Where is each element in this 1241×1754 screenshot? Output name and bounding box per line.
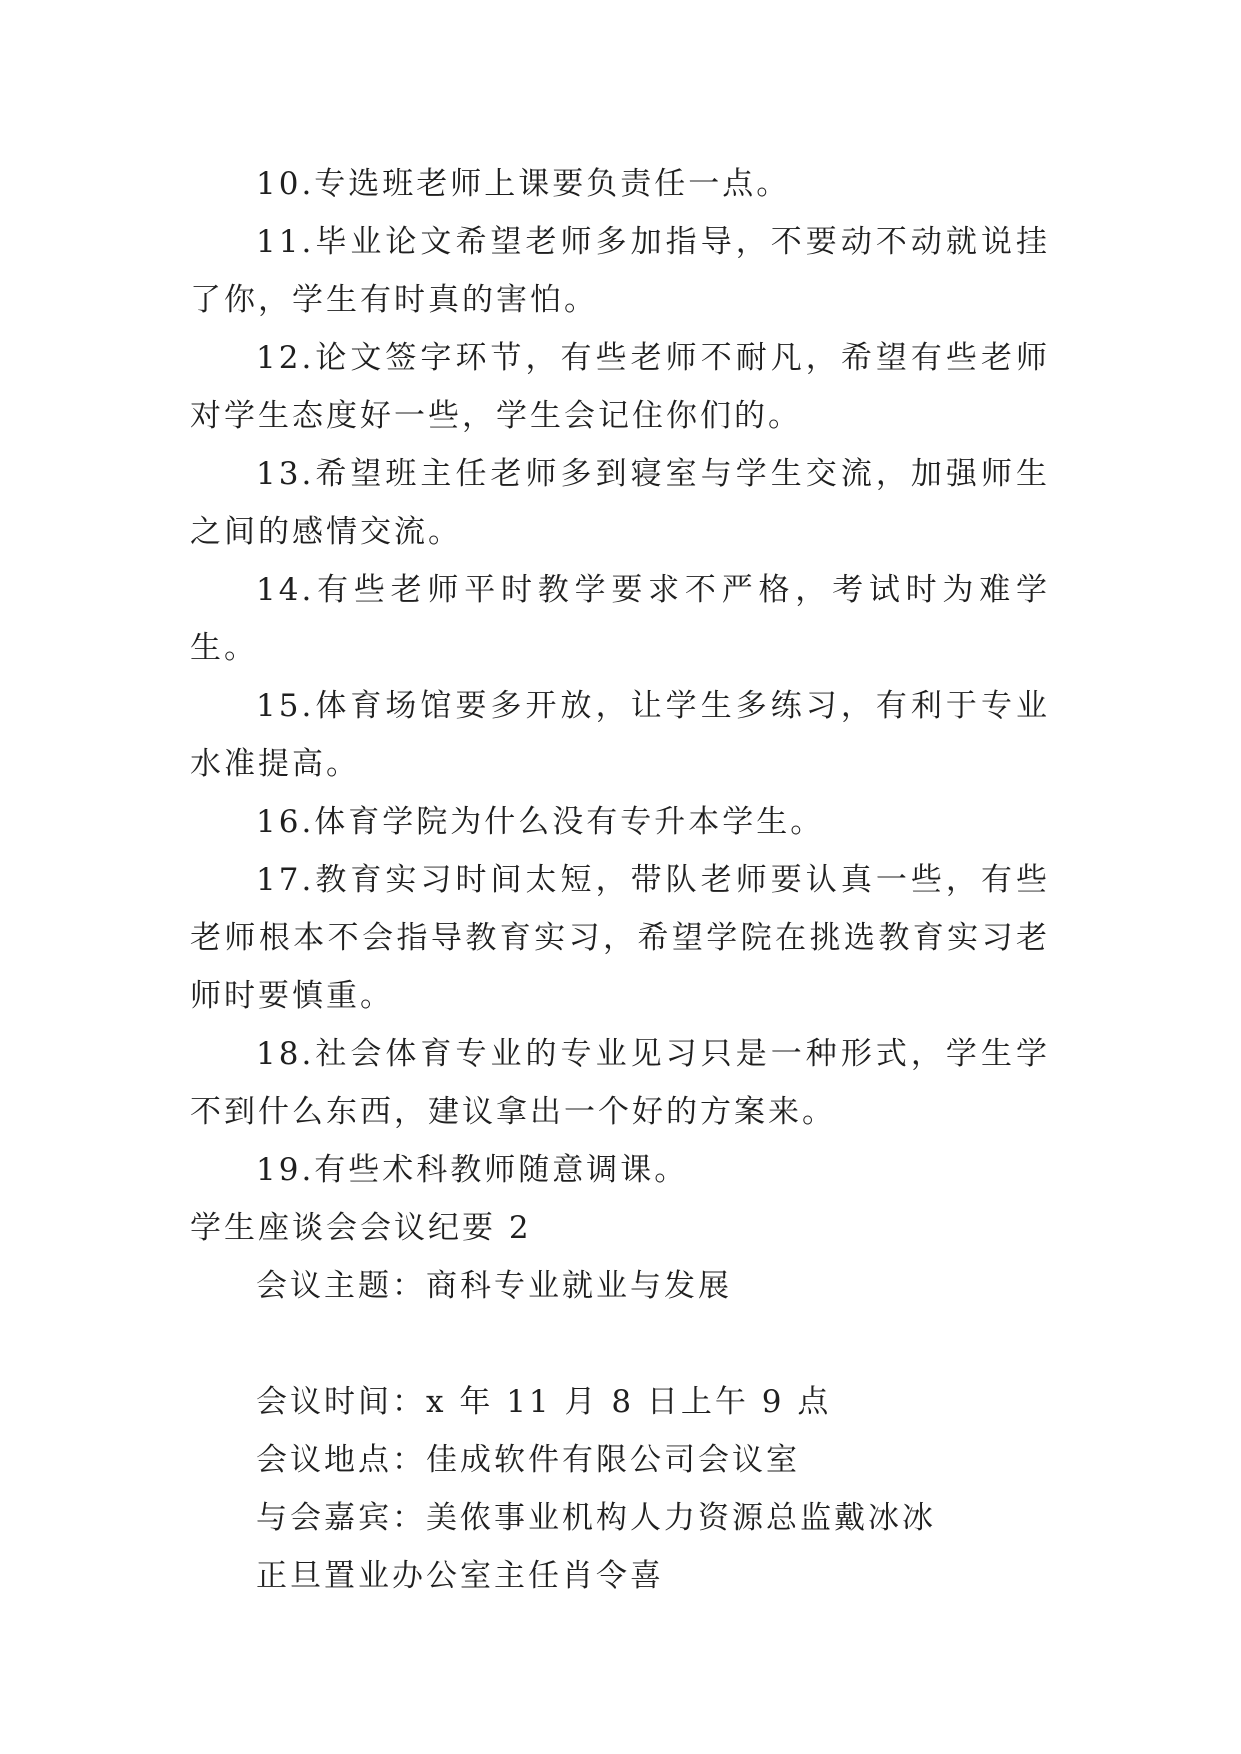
list-item: 15.体育场馆要多开放，让学生多练习，有利于专业水准提高。 — [190, 688, 1050, 782]
meeting-guest-2: 正旦置业办公室主任肖令喜 — [256, 1558, 664, 1594]
meeting-location: 会议地点：佳成软件有限公司会议室 — [256, 1442, 800, 1478]
meeting-time: 会议时间：x 年 11 月 8 日上午 9 点 — [256, 1384, 832, 1420]
list-item: 19.有些术科教师随意调课。 — [256, 1152, 689, 1188]
list-item: 10.专选班老师上课要负责任一点。 — [256, 166, 791, 202]
meeting-guests: 与会嘉宾：美侬事业机构人力资源总监戴冰冰 — [256, 1500, 936, 1536]
document-body — [190, 155, 1050, 1605]
list-item: 14.有些老师平时教学要求不严格，考试时为难学生。 — [190, 572, 1050, 666]
list-item: 11.毕业论文希望老师多加指导，不要动不动就说挂了你，学生有时真的害怕。 — [190, 224, 1050, 318]
section-title: 学生座谈会会议纪要 2 — [190, 1210, 532, 1246]
list-item: 18.社会体育专业的专业见习只是一种形式，学生学不到什么东西，建议拿出一个好的方案来。 — [190, 1036, 1050, 1130]
list-item: 12.论文签字环节，有些老师不耐凡，希望有些老师对学生态度好一些，学生会记住你们的。 — [190, 340, 1050, 434]
list-item: 16.体育学院为什么没有专升本学生。 — [256, 804, 825, 840]
meeting-theme: 会议主题：商科专业就业与发展 — [256, 1268, 732, 1304]
list-item: 13.希望班主任老师多到寝室与学生交流，加强师生之间的感情交流。 — [190, 456, 1050, 550]
blank-line — [190, 1315, 1050, 1373]
list-item: 17.教育实习时间太短，带队老师要认真一些，有些老师根本不会指导教育实习，希望学院在挑选教育实习老师时要慎重。 — [190, 862, 1050, 1014]
